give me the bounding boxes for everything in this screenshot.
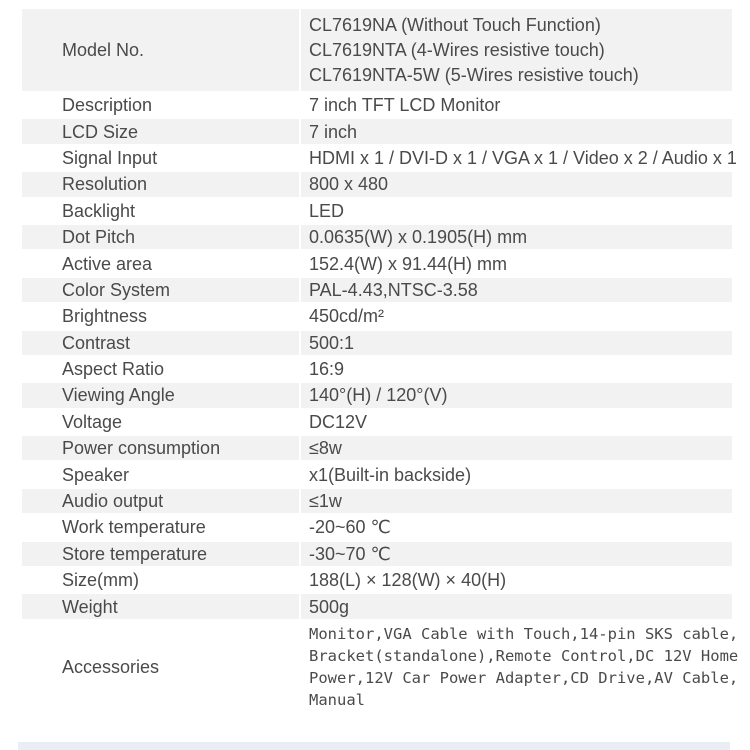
spec-table — [22, 7, 739, 715]
spec-label: Work temperature — [22, 514, 300, 540]
model-line: CL7619NTA (4-Wires resistive touch) — [309, 39, 605, 60]
bottom-divider — [18, 742, 730, 750]
spec-label: Size(mm) — [22, 567, 300, 593]
spec-label: Brightness — [22, 303, 300, 329]
table-row — [22, 514, 732, 540]
spec-value: ≤1w — [300, 488, 732, 514]
table-row — [22, 303, 732, 329]
table-row — [22, 330, 732, 356]
spec-value: 7 inch — [300, 118, 732, 144]
spec-value: 152.4(W) x 91.44(H) mm — [300, 250, 732, 276]
spec-value: 450cd/m² — [300, 303, 732, 329]
table-row — [22, 488, 732, 514]
spec-label: Store temperature — [22, 541, 300, 567]
table-row — [22, 92, 732, 118]
table-row — [22, 567, 732, 593]
spec-value: DC12V — [300, 409, 732, 435]
spec-label: Viewing Angle — [22, 382, 300, 408]
spec-value: x1(Built-in backside) — [300, 461, 732, 487]
accessory-line: Power,12V Car Power Adapter,CD Drive,AV Cable, — [309, 668, 739, 687]
table-row — [22, 118, 732, 144]
table-row-model — [22, 8, 732, 92]
model-line: CL7619NA (Without Touch Function) — [309, 14, 601, 35]
table-row — [22, 382, 732, 408]
spec-value: 0.0635(W) x 0.1905(H) mm — [300, 224, 732, 250]
spec-label: LCD Size — [22, 118, 300, 144]
table-row — [22, 541, 732, 567]
spec-value: 188(L) × 128(W) × 40(H) — [300, 567, 732, 593]
spec-value: 16:9 — [300, 356, 732, 382]
table-row — [22, 593, 732, 619]
spec-value: PAL-4.43,NTSC-3.58 — [300, 277, 732, 303]
table-row — [22, 198, 732, 224]
accessory-line: Bracket(standalone),Remote Control,DC 12V Home — [309, 646, 739, 665]
spec-value: ≤8w — [300, 435, 732, 461]
spec-label: Aspect Ratio — [22, 356, 300, 382]
spec-value: 500g — [300, 593, 732, 619]
table-row-accessories — [22, 620, 732, 714]
spec-value: LED — [300, 198, 732, 224]
spec-value-model — [300, 8, 732, 92]
spec-label: Accessories — [22, 620, 300, 714]
spec-label: Voltage — [22, 409, 300, 435]
spec-value: HDMI x 1 / DVI-D x 1 / VGA x 1 / Video x 2 / Audio x 1 — [300, 145, 732, 171]
table-row — [22, 277, 732, 303]
spec-value: 7 inch TFT LCD Monitor — [300, 92, 732, 118]
table-row — [22, 409, 732, 435]
accessory-line: Monitor,VGA Cable with Touch,14-pin SKS cable, — [309, 624, 739, 643]
spec-value: 140°(H) / 120°(V) — [300, 382, 732, 408]
table-row — [22, 435, 732, 461]
spec-label: Resolution — [22, 171, 300, 197]
table-row — [22, 145, 732, 171]
accessory-line: Manual — [309, 690, 365, 709]
spec-label: Audio output — [22, 488, 300, 514]
spec-label: Active area — [22, 250, 300, 276]
spec-label: Weight — [22, 593, 300, 619]
spec-sheet — [22, 7, 739, 715]
spec-label: Signal Input — [22, 145, 300, 171]
spec-value: 500:1 — [300, 330, 732, 356]
spec-label: Color System — [22, 277, 300, 303]
table-row — [22, 171, 732, 197]
spec-label: Description — [22, 92, 300, 118]
table-row — [22, 356, 732, 382]
spec-label: Power consumption — [22, 435, 300, 461]
spec-label: Dot Pitch — [22, 224, 300, 250]
model-line: CL7619NTA-5W (5-Wires resistive touch) — [309, 64, 639, 85]
spec-value: -20~60 ℃ — [300, 514, 732, 540]
table-row — [22, 224, 732, 250]
spec-value-accessories — [300, 620, 739, 714]
spec-value: 800 x 480 — [300, 171, 732, 197]
table-row — [22, 250, 732, 276]
spec-label: Speaker — [22, 461, 300, 487]
spec-label: Model No. — [22, 8, 300, 92]
spec-label: Contrast — [22, 330, 300, 356]
spec-label: Backlight — [22, 198, 300, 224]
table-row — [22, 461, 732, 487]
spec-value: -30~70 ℃ — [300, 541, 732, 567]
